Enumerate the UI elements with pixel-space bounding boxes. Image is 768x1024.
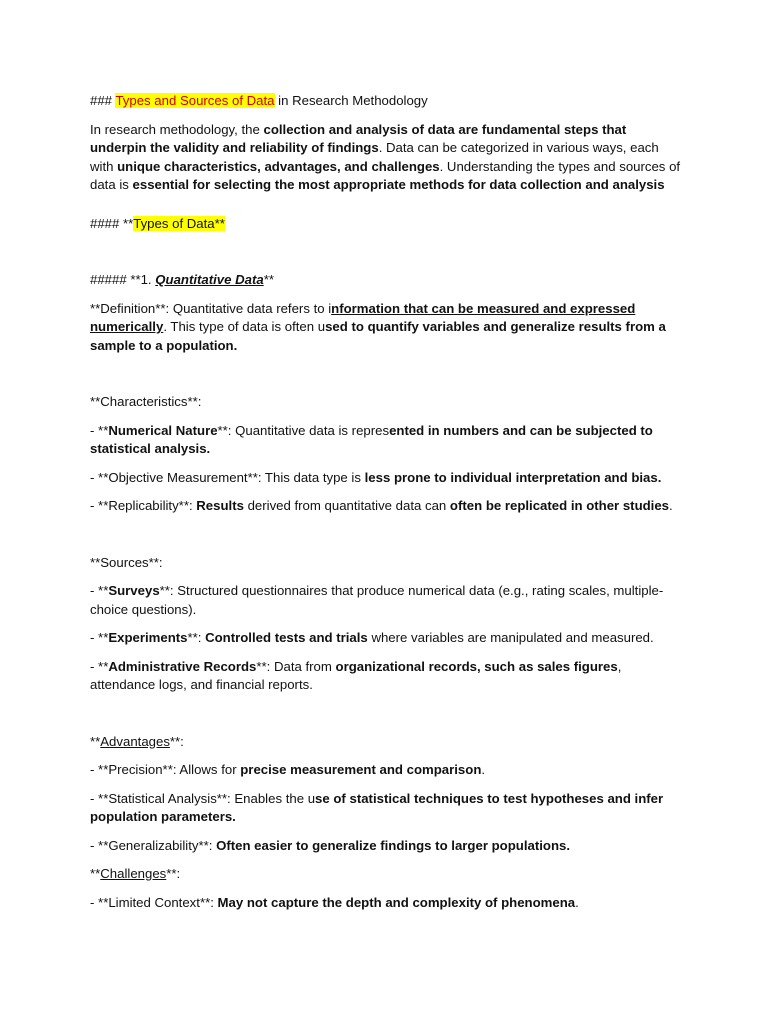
highlighted-title: Types and Sources of Data (115, 93, 275, 108)
list-item: - **Objective Measurement**: This data type is less prone to individual interpretation and bias. (90, 469, 662, 485)
advantages-heading: **Advantages**: (90, 733, 184, 749)
list-item: - **Surveys**: Structured questionnaires that produce numerical data (e.g., rating scales, multiple-choice questions). (90, 583, 664, 617)
list-item: - **Numerical Nature**: Quantitative data is represented in numbers and can be subjected to statistical analysis. (90, 422, 653, 456)
list-item: - **Experiments**: Controlled tests and trials where variables are manipulated and measured. (90, 630, 654, 645)
list-item: - **Limited Context**: May not capture the depth and complexity of phenomena. (90, 894, 579, 910)
list-item: - **Replicability**: Results derived from quantitative data can often be replicated in other studies. (90, 498, 673, 513)
heading-types-of-data: #### **Types of Data** (90, 215, 225, 231)
list-item: - **Precision**: Allows for precise measurement and comparison. (90, 762, 486, 777)
characteristics-heading: **Characteristics**: (90, 394, 202, 409)
document-body (90, 92, 682, 912)
highlighted-subtitle: Types of Data** (133, 215, 225, 231)
definition-paragraph: **Definition**: Quantitative data refers to information that can be measured and expressed numerically. This type of data is often used to quantify variables and generalize results from a sample to a population. (90, 300, 666, 353)
heading-quantitative-data: ##### **1. Quantitative Data** (90, 272, 274, 287)
sources-heading: **Sources**: (90, 554, 163, 570)
list-item: - **Generalizability**: Often easier to generalize findings to larger populations. (90, 837, 570, 853)
list-item: - **Administrative Records**: Data from organizational records, such as sales figures, attendance logs, and financial reports. (90, 658, 622, 692)
heading-types-and-sources: ### Types and Sources of Data in Research Methodology (90, 93, 428, 108)
intro-paragraph: In research methodology, the collection and analysis of data are fundamental steps that underpin the validity and reliability of findings. Data can be categorized in various ways, each with unique characteristics, advantages, and challenges. Understanding the types and sources of data is essential for selecting the most appropriate methods for data collection and analysis (90, 121, 681, 192)
list-item: - **Statistical Analysis**: Enables the use of statistical techniques to test hypotheses and infer population parameters. (90, 790, 664, 824)
challenges-heading: **Challenges**: (90, 866, 181, 881)
